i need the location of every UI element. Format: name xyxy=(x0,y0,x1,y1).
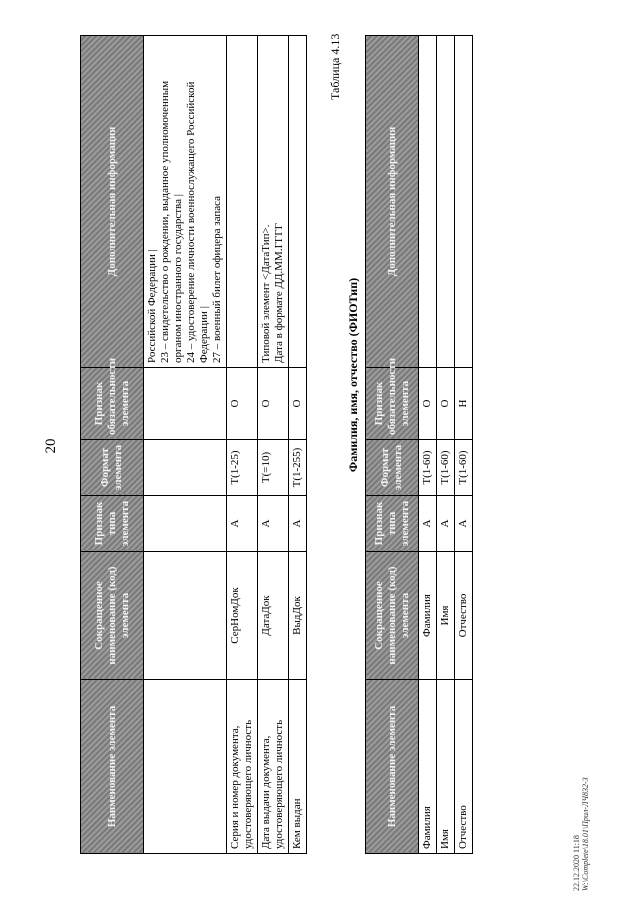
cell-required: О xyxy=(419,368,437,440)
footer-date: 22.12.2020 11:18 xyxy=(572,835,581,891)
header-element-name: Наименование элемента xyxy=(81,680,144,854)
header-element-type: Признак типа элемента xyxy=(366,496,419,552)
header-element-required: Признак обязательности элемента xyxy=(366,368,419,440)
info-line: 24 – удостоверение личности военнослужащего Российской Федерации | xyxy=(185,81,210,363)
cell-name xyxy=(144,680,227,854)
table-fio xyxy=(365,35,473,854)
cell-required: О xyxy=(227,368,258,440)
info-line: 23 – свидетельство о рождении, выданное уполномоченным органом иностранного государства | xyxy=(159,80,184,363)
cell-required xyxy=(144,368,227,440)
cell-type: А xyxy=(455,496,473,552)
cell-format: Т(1-60) xyxy=(419,440,437,496)
cell-code: ДатаДок xyxy=(258,552,289,680)
header-element-format: Формат элемента xyxy=(81,440,144,496)
info-line: Дата в формате ДД.ММ.ГГГГ xyxy=(273,222,285,363)
footer-stamp xyxy=(572,777,590,891)
cell-format: Т(1-60) xyxy=(455,440,473,496)
info-line: 27 – военный билет офицера запаса xyxy=(211,195,223,363)
info-line: Типовой элемент <ДатаТип>. xyxy=(260,224,272,363)
table-row xyxy=(144,36,227,854)
cell-format: Т(=10) xyxy=(258,440,289,496)
cell-name: Серия и номер документа, удостоверяющего личность xyxy=(227,680,258,854)
cell-code: Имя xyxy=(437,552,455,680)
cell-required: Н xyxy=(455,368,473,440)
header-additional-info: Дополнительная информация xyxy=(366,36,419,368)
cell-code xyxy=(144,552,227,680)
info-line: Российской Федерации | xyxy=(146,249,158,363)
header-additional-info: Дополнительная информация xyxy=(81,36,144,368)
cell-format xyxy=(144,440,227,496)
cell-name: Отчество xyxy=(455,680,473,854)
table-row xyxy=(455,36,473,854)
cell-required: О xyxy=(258,368,289,440)
cell-info xyxy=(258,36,289,368)
page-number: 20 xyxy=(43,438,59,454)
table-row xyxy=(227,36,258,854)
cell-code: СерНомДок xyxy=(227,552,258,680)
cell-format: Т(1-60) xyxy=(437,440,455,496)
cell-type: А xyxy=(258,496,289,552)
table-row xyxy=(437,36,455,854)
cell-required: О xyxy=(289,368,307,440)
header-element-code: Сокращенное наименование (код) элемента xyxy=(366,552,419,680)
cell-info xyxy=(289,36,307,368)
cell-type: А xyxy=(289,496,307,552)
cell-type: А xyxy=(437,496,455,552)
cell-name: Фамилия xyxy=(419,680,437,854)
table-header-row xyxy=(81,36,144,854)
table-continuation xyxy=(80,35,307,854)
cell-code: ВыдДок xyxy=(289,552,307,680)
table-row xyxy=(289,36,307,854)
cell-name: Дата выдачи документа, удостоверяющего личность xyxy=(258,680,289,854)
cell-format: Т(1-25) xyxy=(227,440,258,496)
header-element-required: Признак обязательности элемента xyxy=(81,368,144,440)
table-title: Фамилия, имя, отчество (ФИОТип) xyxy=(346,277,360,473)
cell-name: Кем выдан xyxy=(289,680,307,854)
header-element-code: Сокращенное наименование (код) элемента xyxy=(81,552,144,680)
header-element-type: Признак типа элемента xyxy=(81,496,144,552)
cell-info xyxy=(144,36,227,368)
cell-info xyxy=(455,36,473,368)
table-row xyxy=(258,36,289,854)
cell-info xyxy=(227,36,258,368)
cell-type: А xyxy=(227,496,258,552)
cell-format: Т(1-255) xyxy=(289,440,307,496)
table-header-row xyxy=(366,36,419,854)
cell-type xyxy=(144,496,227,552)
table-row xyxy=(419,36,437,854)
cell-info xyxy=(437,36,455,368)
cell-name: Имя xyxy=(437,680,455,854)
header-element-format: Формат элемента xyxy=(366,440,419,496)
cell-info xyxy=(419,36,437,368)
table-caption: Таблица 4.13 xyxy=(328,33,342,100)
cell-type: А xyxy=(419,496,437,552)
header-element-name: Наименование элемента xyxy=(366,680,419,854)
cell-required: О xyxy=(437,368,455,440)
cell-code: Отчество xyxy=(455,552,473,680)
cell-code: Фамилия xyxy=(419,552,437,680)
footer-path: W:\Complete\18.01\Прил-ЛЧ832-3 xyxy=(581,777,590,891)
